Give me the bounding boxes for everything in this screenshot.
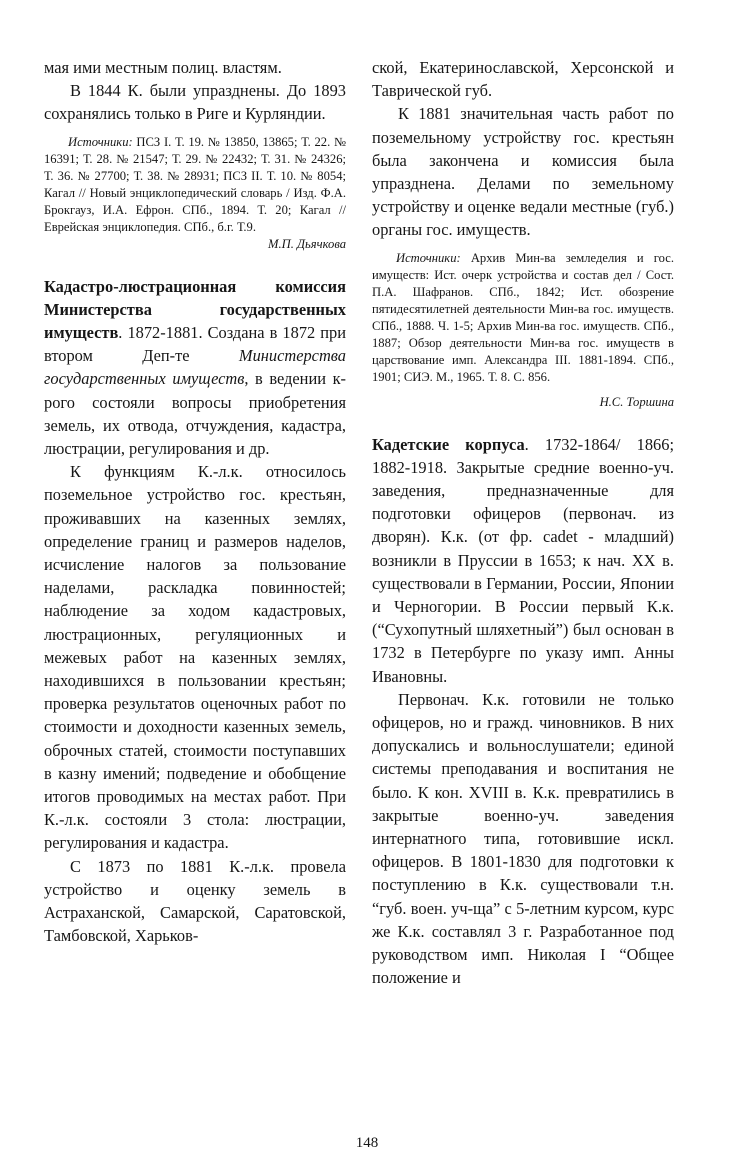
entry2-heading: Кадетские корпуса [372, 434, 525, 454]
entry-heading: Кадастро-люстрационная комиссия Министерства государственных имуществ [44, 276, 346, 343]
paragraph-abolished: В 1844 К. были упразднены. До 1893 сохранялись только в Риге и Курляндии. [44, 81, 346, 124]
sources-label-right: Источники: [396, 250, 461, 265]
entry-cadet-corps [372, 433, 674, 688]
entry-dates: . 1872-1881. Создана в 1872 при втором Деп-те [44, 323, 346, 366]
sources-text-right: Архив Мин-ва земледелия и гос. имуществ: Ист. очерк устройства и состав дел / Сост. П.А. Шафранов. СПб., 1842; Ист. обозрение пятидесятилетней деятельности Мин-ва гос. имуществ. СПб., 1888. Ч. 1-5; Архив Мин-ва гос. имуществ. СПб., 1887; Обзор деятельности Мин-ва гос. имуществ в царствование имп. Александра III. 1881-1894. СПб., 1901; СИЭ. М., 1965. Т. 8. С. 856. [372, 250, 674, 384]
sources-block-right [372, 250, 674, 386]
entry-kadastro [44, 275, 346, 461]
entry-ministry: Министерства государственных имуществ [44, 346, 346, 389]
paragraph-continuation-right: ской, Екатеринославской, Херсонской и Таврической губ. [372, 58, 674, 101]
paragraph-1873: С 1873 по 1881 К.-л.к. провела устройство и оценку земель в Астраханской, Самарской, Саратовской, Тамбовской, Харьков- [44, 856, 346, 946]
right-column [372, 56, 674, 990]
paragraph-continuation: мая ими местным полиц. властям. [44, 58, 282, 77]
sources-label: Источники: [68, 134, 133, 149]
entry-rest: , в ведении к-рого состояли вопросы приобретения земель, их отвода, отчуждения, кадастра, люстрации, регулирования и др. [44, 369, 346, 459]
paragraph-initially: Первонач. К.к. готовили не только офицеров, но и гражд. чиновников. В них допускались и вольнослушатели; единой системы преподавания и воспитания не было. К кон. XVIII в. К.к. превратились в закрытые военно-уч. заведения интернатного типа, готовившие искл. офицеров. В 1801-1830 для подготовки к поступлению в К.к. существовали т.н. “губ. воен. уч-ща” с 5-летним курсом, курс же К.к. составлял 3 г. Разработанное под руководством имп. Николая I “Общее положение и [372, 689, 674, 988]
left-column [44, 56, 346, 948]
paragraph-1881: К 1881 значительная часть работ по поземельному устройству гос. крестьян была закончена и комиссия была упразднена. Делами по земельному устройству и оценке ведали местные (губ.) органы гос. имуществ. [372, 104, 674, 240]
page-number: 148 [355, 1135, 379, 1151]
entry2-text: . 1732-1864/ 1866; 1882-1918. Закрытые средние военно-уч. заведения, предназначенные для подготовки офицеров (первонач. из дворян). К.к. (от фр. cadet - младший) возникли в Пруссии в 1653; к нач. XX в. существовали в Германии, России, Японии и Черногории. В России первый К.к. (“Сухопутный шляхетный”) был основан в 1732 в Петербурге по указу имп. Анны Ивановны. [372, 434, 674, 686]
author-signature-right: Н.С. Торшина [599, 394, 674, 409]
sources-block [44, 134, 346, 236]
author-signature: М.П. Дьячкова [267, 236, 346, 251]
paragraph-functions: К функциям К.-л.к. относилось поземельное устройство гос. крестьян, проживавших на казенных землях, определение границ и размеров наделов, исчисление налогов за пользование наделами, раскладка повинностей; наблюдение за ходом кадастровых, люстрационных, регуляционных и межевых работ на казенных землях, находившихся в пользовании крестьян; проверка результатов оценочных работ по стоимости и доходности казенных земель, оброчных статей, стоимости поступавших в казну имений; подведение и обобщение итогов проводимых на местах работ. При К.-л.к. состояли 3 стола: люстрации, регулирования и кадастра. [44, 462, 346, 853]
sources-text: ПСЗ I. Т. 19. № 13850, 13865; Т. 22. № 16391; Т. 28. № 21547; Т. 29. № 22432; Т. 31. № 24326; Т. 36. № 27700; Т. 38. № 28931; ПСЗ II. Т. 10. № 8054; Кагал // Новый энциклопедический словарь / Изд. Ф.А. Брокгауз, И.А. Ефрон. СПб., 1894. Т. 20; Кагал // Еврейская энциклопедия. СПб., б.г. Т.9. [44, 134, 346, 234]
